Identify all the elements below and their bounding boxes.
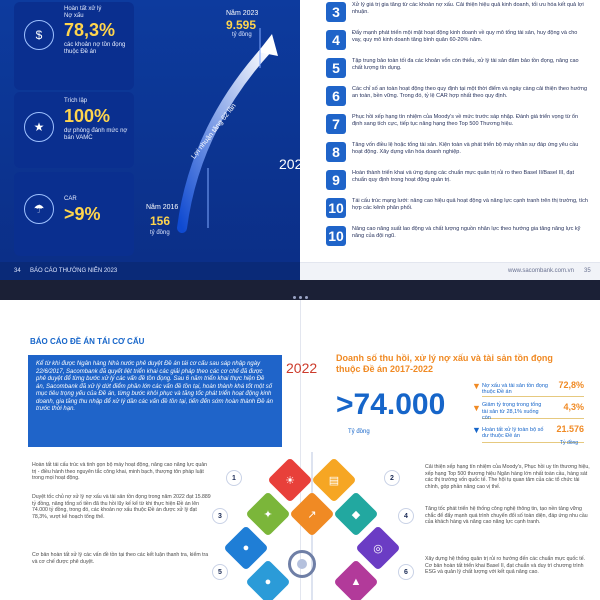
right-footer-url: www.sacombank.com.vn <box>508 268 575 274</box>
body-paragraph: Duyệt tốc chủ nợ xử lý nợ xấu và tài sản tồn đọng trong năm 2022 đạt 15.889 tỷ đồng, nâng tổng số tiền đã thu hồi lũy kế kể từ khi thực hiện Đề án lên 74.000 tỷ đồng, trong đó, các khoản nợ xấu thuộc Đề án được xử lý đạt 78,3%, vượt kế hoạch tổng thể. <box>32 494 211 520</box>
body-paragraph: Tăng tốc phát triển hệ thống công nghệ thông tin, tạo nền tảng vững chắc để đẩy mạnh quá trình chuyển đổi số toàn diện, đáp ứng nhu cầu của khách hàng và nâng cao năng lực cạnh tranh. <box>425 506 588 525</box>
chart-up-icon: ↗ <box>307 508 317 521</box>
top-spread <box>0 0 600 288</box>
light-bulb-icon: ☀ <box>285 474 295 487</box>
intro-box: Kể từ khi được Ngân hàng Nhà nước phê duyệt Đề án tái cơ cấu sau sáp nhập ngày 22/6/2017, Sacombank đã quyết liệt triển khai các giải pháp theo các cơ chế đã được phê duyệt để từng bước xử lý các vấn đề tồn đọng. Sau 6 năm triển khai thực hiện Đề án, Sacombank đã xử lý dứt điểm phần lớn các vấn đề tồn tại, hoàn thành khá tốt một số mục tiêu trọng yếu của Đề án, từng bước khôi phục và tăng tốc phát triển hoạt động kinh doanh, gia tăng thu nhập để xử lý dần các vấn đề tồn tại, tiến đến sớm hoàn thành Đề án trước thời hạn. <box>28 355 282 447</box>
stat-sub: dự phòng đánh mức nợ bán VAMC <box>64 128 128 141</box>
people-icon: ● <box>264 576 272 588</box>
row-number: 8 <box>326 142 346 162</box>
stat-card-car <box>14 172 134 256</box>
row-text: Nâng cao năng suất lao động và chất lượng nguồn nhân lực theo hướng gia tăng năng lực kỹ năng của đội ngũ. <box>352 226 581 239</box>
row-text: Tập trung bảo toàn tối đa các khoản vốn còn thiếu, xử lý tài sản đảm bảo tồn đọng, nâng cao chất lượng tín dụng. <box>352 58 579 71</box>
row-number: 10 <box>326 226 346 246</box>
row-number: 10 <box>326 198 346 218</box>
year-label-2022: 2022 <box>286 360 318 376</box>
start-year-label: Năm 2016 <box>146 204 179 211</box>
goal-number: 1 <box>226 470 242 486</box>
row-text: Hoàn thành triển khai và ứng dụng các chuẩn mực quản trị rủi ro theo Basel II/Basel III, đạt chuẩn quy định trong hoạt động quản trị. <box>352 170 574 183</box>
row-number: 5 <box>326 58 346 78</box>
mini-label: Nợ xấu và tài sản tồn đọng thuộc Đề án <box>482 382 548 395</box>
goal-number: 5 <box>212 564 228 580</box>
report-title: BÁO CÁO ĐỀ ÁN TÁI CƠ CẤU <box>30 337 145 346</box>
objective-row <box>326 226 588 250</box>
mini-value: 72,8% <box>558 380 584 390</box>
row-text: Các chỉ số an toàn hoạt động theo quy định tại một thời điểm và ngày càng cải thiện theo hướng an toàn, bền vững. Trong đó, tỷ lệ CAR hợp nhất theo quy định. <box>352 86 588 99</box>
stat-label: Trích lập <box>64 98 88 104</box>
network-icon: ✦ <box>263 508 273 521</box>
mini-value: 4,3% <box>563 402 584 412</box>
stat-label: Hoàn tất xử lý <box>64 6 102 12</box>
objective-row <box>326 198 588 222</box>
people-icon: ● <box>242 542 250 554</box>
right-page-number: 35 <box>584 268 591 274</box>
goal-tile <box>355 525 400 570</box>
objective-row <box>326 86 588 110</box>
objective-row <box>326 58 588 82</box>
mini-stat <box>472 380 584 397</box>
stat-value: >9% <box>64 204 101 224</box>
bank-icon: ▲ <box>350 576 362 588</box>
body-paragraph: Cải thiện xếp hạng tín nhiệm của Moody's, Phục hồi uy tín thương hiệu, xếp hạng Top 500 thương hiệu Ngân hàng lớn nhất toàn cầu, hàng sát các thị trường vốn quốc tế. The hội tụ quan tâm của các tổ chức tài chính, góp phần nâng cao vị thế. <box>425 464 590 490</box>
stat-sub: các khoản nợ tồn đọng thuộc Đề án <box>64 42 126 55</box>
row-text: Xử lý giá trị gia tăng từ các khoản nợ xấu. Cải thiện hiệu quả kinh doanh, tối ưu hóa kết quả lợi nhuận. <box>352 2 584 15</box>
arrow-down-icon: ▼ <box>472 381 481 391</box>
goal-number: 2 <box>384 470 400 486</box>
umbrella-icon: ☂ <box>24 194 54 224</box>
goal-tile <box>289 491 334 536</box>
body-paragraph: Cơ bản hoàn tất xử lý các vấn đề tồn tại theo các kết luận thanh tra, kiểm tra và cơ chế được phê duyệt. <box>32 552 209 565</box>
row-number: 4 <box>326 30 346 50</box>
objective-row <box>326 2 588 26</box>
money-tree-icon: ★ <box>24 112 54 142</box>
row-number: 3 <box>326 2 346 22</box>
arrow-down-icon: ▼ <box>472 403 481 413</box>
start-year-unit: tỷ đồng <box>150 230 170 236</box>
bar-chart-icon: ▤ <box>328 474 340 487</box>
mini-stat <box>472 402 584 421</box>
goals-diamond-graphic <box>208 452 418 600</box>
mini-unit: Tỷ đồng <box>560 440 579 446</box>
objective-row <box>326 170 588 194</box>
recovery-unit: Tỷ đồng <box>348 429 370 435</box>
left-page-number: 34 <box>14 268 21 274</box>
objective-row <box>326 30 588 54</box>
row-number: 7 <box>326 114 346 134</box>
stat-label: CAR <box>64 196 77 202</box>
objective-row <box>326 142 588 166</box>
year-label-2023: 2023 <box>279 156 311 172</box>
left-footer-title: BÁO CÁO THƯỜNG NIÊN 2023 <box>30 268 118 274</box>
row-number: 6 <box>326 86 346 106</box>
shield-icon: ◆ <box>351 508 361 521</box>
row-number: 9 <box>326 170 346 190</box>
mini-label: Giảm tỷ trọng trong tổng tài sản từ 28,1% xuống còn <box>482 402 542 421</box>
gear-icon <box>288 550 316 578</box>
stat-card-nonperforming <box>14 2 134 90</box>
arrow-label: Lợi nhuận tăng 62 lần <box>190 102 238 161</box>
recovery-total: >74.000 <box>336 388 446 421</box>
objective-row <box>326 114 588 138</box>
row-text: Tái cấu trúc mạng lưới: nâng cao hiệu quả hoạt động và năng lực cạnh tranh trên thị trường, tích hợp các kênh phân phối. <box>352 198 588 211</box>
goal-number: 3 <box>212 508 228 524</box>
mini-value: 21.576 <box>556 424 584 434</box>
profit-growth-arrow <box>140 8 290 258</box>
row-text: Đẩy mạnh phát triển mội mặt hoạt động kinh doanh về quy mô tổng tài sản, huy động và cho vay, quy mô kinh doanh tăng bình quân 60-20% năm. <box>352 30 578 43</box>
row-text: Tăng vốn điều lệ hoặc tổng tài sản. Kiện toàn và phát triển bộ máy nhân sự đáp ứng yêu cầu hoạt động. Xây dựng văn hóa doanh nghiệp. <box>352 142 579 155</box>
start-year-value: 156 <box>150 214 171 228</box>
arrow-down-icon: ▼ <box>472 425 481 435</box>
goal-tile <box>245 559 290 600</box>
goal-tile <box>333 559 378 600</box>
end-year-unit: tỷ đồng <box>232 32 252 38</box>
stat-value: 100% <box>64 106 111 126</box>
recovery-headline: Doanh số thu hồi, xử lý nợ xấu và tài sản tồn đọng thuộc Đề án 2017-2022 <box>336 353 553 374</box>
mini-label: Hoàn tất xử lý toàn bộ số dư thuộc Đề án <box>482 426 544 439</box>
stat-card-provision <box>14 92 134 168</box>
end-year-value: 9.595 <box>226 18 257 32</box>
target-icon: ◎ <box>373 542 383 555</box>
stat-value: 78,3% <box>64 20 116 40</box>
money-bag-icon: $ <box>24 20 54 50</box>
goal-tile <box>245 491 290 536</box>
left-page-2023 <box>0 0 300 280</box>
row-text: Phục hồi xếp hạng tín nhiệm của Moody's về mức trước sáp nhập. Đánh giá triển vọng từ ổn định sang tích cực, tiếp tục nâng hạng theo Top 500 Thương hiệu. <box>352 114 579 127</box>
body-paragraph: Xây dựng hệ thống quản trị rủi ro hướng đến các chuẩn mực quốc tế. Cơ bản hoàn tất triển khai Basel II, đạt chuẩn và duy trì chương trình ESG và quản lý chất lượng với kết quả nâng cao. <box>425 556 586 575</box>
end-year-label: Năm 2023 <box>226 10 259 17</box>
goal-number: 4 <box>398 508 414 524</box>
body-paragraph: Hoàn tất tái cấu trúc và tinh gọn bộ máy hoạt động, nâng cao năng lực quản trị - điều hành theo nguyên tắc công khai, minh bạch, thượng tôn pháp luật trong mọi hoạt động. <box>32 462 208 481</box>
goal-number: 6 <box>398 564 414 580</box>
stat-label-2: Nợ xấu <box>64 13 84 19</box>
